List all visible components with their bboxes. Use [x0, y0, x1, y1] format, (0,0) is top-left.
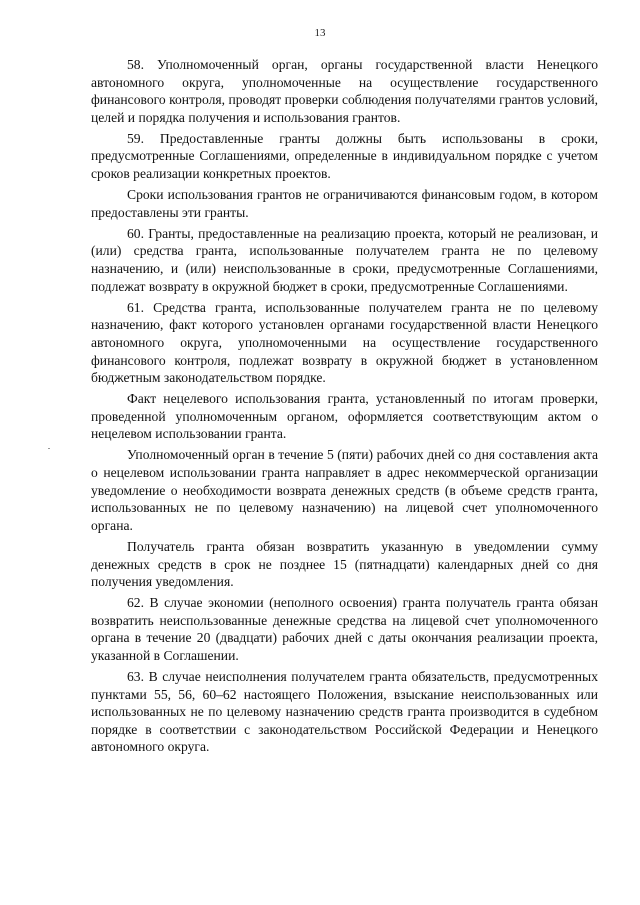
paragraph-62: 62. В случае экономии (неполного освоения) гранта получатель гранта обязан возвратить неиспользованные денежные средства на лицевой счет уполномоченного органа в течение 20 (двадцати) рабочих дней с даты окончания реализации проекта, указанной в Соглашении. — [91, 595, 598, 663]
paragraph-63: 63. В случае неисполнения получателем гранта обязательств, предусмотренных пунктами 55, 56, 60–62 настоящего Положения, взыскание неиспользованных или использованных не по целевому назначению средств гранта производится в судебном порядке в соответствии с законодательством Российской Федерации и Ненецкого автономного округа. — [91, 669, 598, 755]
paragraph-58: 58. Уполномоченный орган, органы государственной власти Ненецкого автономного округа, уполномоченные на осуществление государственного финансового контроля, проводят проверки соблюдения получателями грантов условий, целей и порядка получения и использования грантов. — [91, 57, 598, 125]
paragraph-59: 59. Предоставленные гранты должны быть использованы в сроки, предусмотренные Соглашениями, определенные в индивидуальном порядке с учетом сроков реализации конкретных проектов. — [91, 130, 598, 182]
page-number: 13 — [314, 27, 326, 39]
paragraph-61-return: Получатель гранта обязан возвратить указанную в уведомлении сумму денежных средств в срок не позднее 15 (пятнадцати) календарных дней со дня получения уведомления. — [91, 538, 598, 590]
paragraph-61-notice: Уполномоченный орган в течение 5 (пяти) рабочих дней со дня составления акта о нецелевом использовании гранта направляет в адрес некоммерческой организации уведомление о необходимости возврата денежных средств (в объеме средств гранта, использованных не по целевому назначению) на лицевой счет уполномоченного органа. — [91, 447, 598, 533]
paragraph-61-misuse-fact: Факт нецелевого использования гранта, установленный по итогам проверки, проведенной уполномоченным органом, оформляется соответствующим актом о нецелевом использовании гранта. — [91, 391, 598, 442]
margin-mark — [48, 448, 50, 449]
paragraph-59-terms: Сроки использования грантов не ограничиваются финансовым годом, в котором предоставлены эти гранты. — [91, 187, 598, 220]
document-body — [91, 56, 598, 760]
paragraph-61: 61. Средства гранта, использованные получателем гранта не по целевому назначению, факт которого установлен органами государственной власти Ненецкого автономного округа, уполномоченными на осуществление государственного финансового контроля, подлежат возврату в окружной бюджет в установленном бюджетным законодательством порядке. — [91, 299, 598, 386]
paragraph-60: 60. Гранты, предоставленные на реализацию проекта, который не реализован, и (или) средства гранта, использованные получателем гранта не по целевому назначению, и (или) неиспользованные в сроки, предусмотренные Соглашениями, подлежат возврату в окружной бюджет в сроки, предусмотренные Соглашениями. — [91, 225, 598, 294]
